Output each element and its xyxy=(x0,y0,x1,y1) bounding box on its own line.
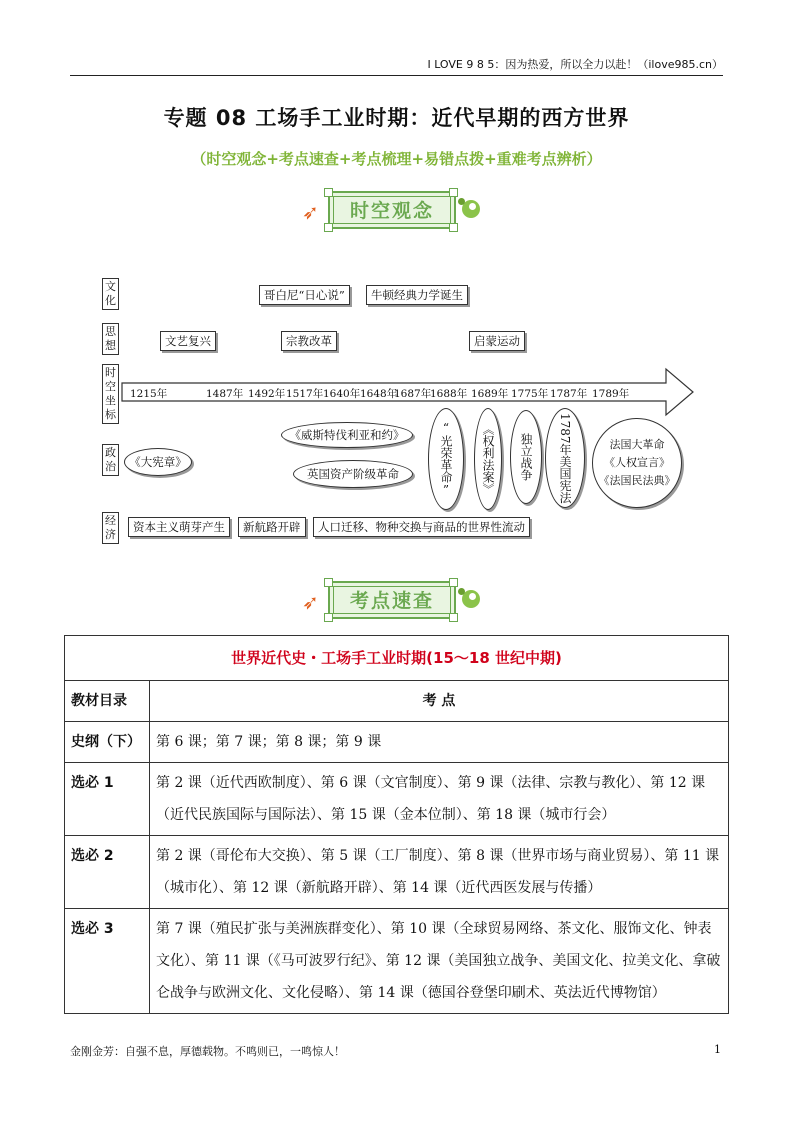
year-label: 1787年 xyxy=(550,388,588,400)
corner-icon xyxy=(324,578,333,587)
corner-icon xyxy=(449,578,458,587)
year-label: 1687年 xyxy=(394,388,432,400)
row-book: 选必 1 xyxy=(65,763,150,836)
event-newton: 牛顿经典力学诞生 xyxy=(366,285,468,305)
table-row xyxy=(65,722,729,763)
table-row xyxy=(65,909,729,1014)
table-row xyxy=(65,763,729,836)
row-label-axis: 时空坐标 xyxy=(102,364,119,424)
year-label: 1688年 xyxy=(430,388,468,400)
row-points: 第 7 课（殖民扩张与美洲族群变化）、第 10 课（全球贸易网络、茶文化、服饰文化、钟表文化）、第 11 课（《马可波罗行纪》、第 12 课（美国独立战争、美国文化、拉美文化、拿破仑战争与欧洲文化、文化侵略）、第 14 课（德国谷登堡印刷术、英法近代博物馆） xyxy=(150,909,729,1014)
row-points: 第 6 课；第 7 课；第 8 课；第 9 课 xyxy=(150,722,729,763)
year-label: 1689年 xyxy=(471,388,509,400)
header-book: 教材目录 xyxy=(65,681,150,722)
row-book: 史纲（下） xyxy=(65,722,150,763)
civil-code-label: 《法国民法典》 xyxy=(598,474,676,487)
event-bill-of-rights: 《权利法案》 xyxy=(474,408,502,510)
event-capitalism-sprout: 资本主义萌芽产生 xyxy=(128,517,230,537)
event-us-constitution xyxy=(545,408,585,508)
year-label: 1789年 xyxy=(592,388,630,400)
event-new-routes: 新航路开辟 xyxy=(238,517,306,537)
page-number: 1 xyxy=(714,1043,721,1056)
page-title: 专题 08 工场手工业时期：近代早期的西方世界 xyxy=(163,106,630,130)
dot-icon xyxy=(469,593,476,600)
event-reformation: 宗教改革 xyxy=(281,331,337,351)
header-points: 考 点 xyxy=(150,681,729,722)
french-revolution-label: 法国大革命 xyxy=(609,438,665,451)
event-enlightenment: 启蒙运动 xyxy=(469,331,525,351)
corner-icon xyxy=(449,613,458,622)
row-book: 选必 3 xyxy=(65,909,150,1014)
row-book: 选必 2 xyxy=(65,836,150,909)
year-label: 1492年 xyxy=(248,388,286,400)
event-magna-carta: 《大宪章》 xyxy=(124,448,192,476)
table-header-row xyxy=(65,681,729,722)
page-subtitle: （时空观念+考点速查+考点梳理+易错点拨+重难考点辨析） xyxy=(191,150,602,168)
constitution-label: 1787年美国宪法 xyxy=(558,412,572,504)
page-header: I LOVE 9 8 5：因为热爱，所以全力以赴！（ilove985.cn） xyxy=(427,58,723,71)
year-label: 1517年 xyxy=(286,388,324,400)
topics-table xyxy=(64,635,729,1014)
year-axis xyxy=(126,386,646,402)
banner-title: 时空观念 xyxy=(333,196,451,224)
row-label-culture: 文化 xyxy=(102,278,119,310)
row-points: 第 2 课（近代西欧制度）、第 6 课（文官制度）、第 9 课（法律、宗教与教化）、第 12 课（近代民族国际与国际法）、第 15 课（金本位制）、第 18 课（城市行会） xyxy=(150,763,729,836)
section-banner-quick-check xyxy=(298,578,498,624)
event-global-flow: 人口迁移、物种交换与商品的世界性流动 xyxy=(313,517,530,537)
event-english-revolution: 英国资产阶级革命 xyxy=(293,460,413,488)
event-glorious-revolution: “光荣革命” xyxy=(428,408,464,510)
year-label: 1487年 xyxy=(206,388,244,400)
event-westphalia: 《威斯特伐利亚和约》 xyxy=(281,422,413,448)
table-row xyxy=(65,836,729,909)
year-label: 1648年 xyxy=(360,388,398,400)
swoosh-icon: ➶ xyxy=(302,590,319,614)
table-caption-row xyxy=(65,636,729,681)
corner-icon xyxy=(324,613,333,622)
banner-title: 考点速查 xyxy=(333,586,451,614)
event-independence-war: 独立战争 xyxy=(510,410,542,504)
banner-frame xyxy=(328,581,456,619)
footer-motto: 金刚金芳：自强不息，厚德载物。不鸣则已，一鸣惊人！ xyxy=(70,1045,345,1058)
event-copernicus: 哥白尼“日心说” xyxy=(259,285,350,305)
year-label: 1640年 xyxy=(323,388,361,400)
row-label-economy: 经济 xyxy=(102,512,119,544)
timeline-diagram xyxy=(0,0,793,560)
event-french-revolution xyxy=(592,418,682,508)
year-label: 1215年 xyxy=(130,388,168,400)
event-renaissance: 文艺复兴 xyxy=(160,331,216,351)
year-label: 1775年 xyxy=(511,388,549,400)
row-label-thought: 思想 xyxy=(102,323,119,355)
row-points: 第 2 课（哥伦布大交换）、第 5 课（工厂制度）、第 8 课（世界市场与商业贸易）、第 11 课（城市化）、第 12 课（新航路开辟）、第 14 课（近代西医发展与传播） xyxy=(150,836,729,909)
rights-declaration-label: 《人权宣言》 xyxy=(604,456,670,469)
swoosh-icon: ➶ xyxy=(302,200,319,224)
dot-icon xyxy=(458,588,465,595)
table-caption: 世界近代史・工场手工业时期(15～18 世纪中期) xyxy=(65,636,729,681)
row-label-politics: 政治 xyxy=(102,444,119,476)
